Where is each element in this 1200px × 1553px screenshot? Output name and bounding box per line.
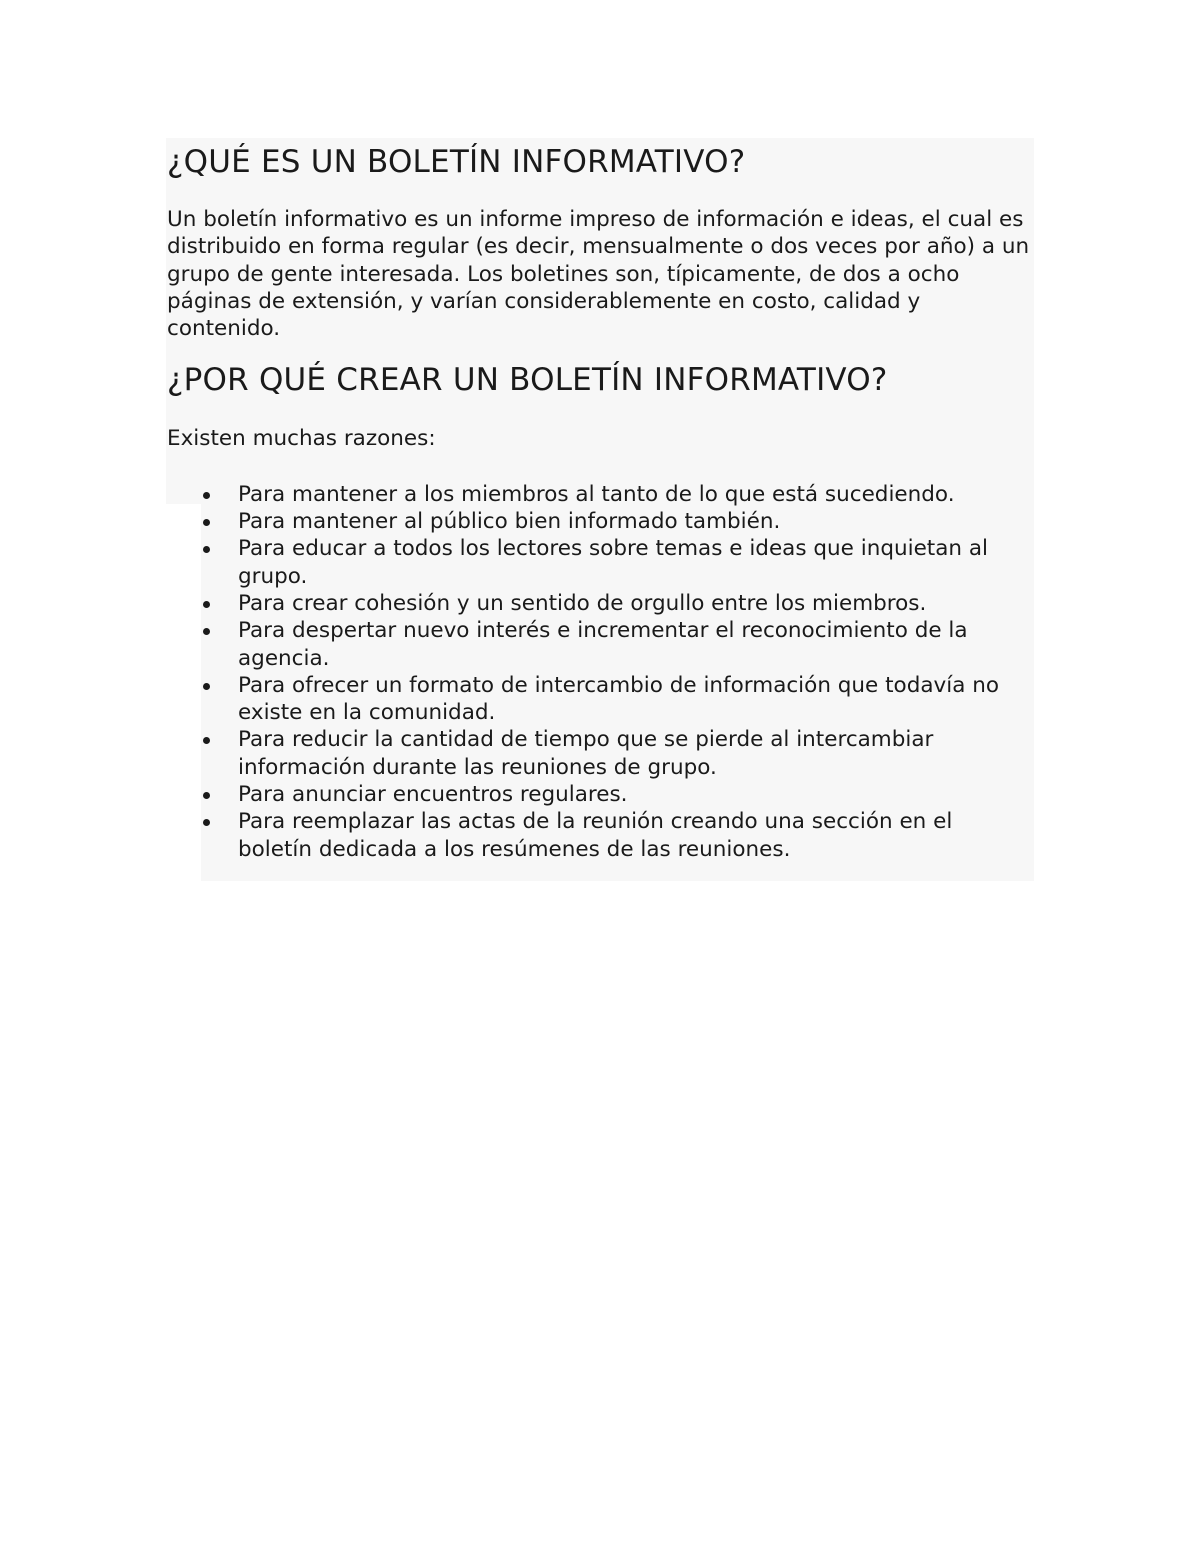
list-item (167, 590, 1033, 617)
list-item-text: Para despertar nuevo interés e incrementar el reconocimiento de la agencia. (238, 618, 968, 671)
list-item-text: Para ofrecer un formato de intercambio de información que todavía no existe en la comunidad. (238, 672, 1000, 726)
bullet-icon (203, 683, 210, 690)
heading-what-is-newsletter: ¿QUÉ ES UN BOLETÍN INFORMATIVO? (167, 144, 746, 180)
list-item (167, 508, 1033, 535)
list-item (167, 726, 1033, 781)
bullet-icon (203, 492, 210, 499)
list-item (167, 781, 1033, 808)
bullet-icon (203, 737, 210, 744)
heading-why-create-newsletter: ¿POR QUÉ CREAR UN BOLETÍN INFORMATIVO? (167, 362, 888, 399)
paragraph-definition: Un boletín informativo es un informe impreso de información e ideas, el cual es distribuido en forma regular (es decir, mensualmente o dos veces por año) a un grupo de gente interesada. Los boletines son, típicamente, de dos a ocho páginas de extensión, y varían considerablemente en costo, calidad y contenido. (167, 207, 1030, 342)
list-item-text: Para mantener a los miembros al tanto de lo que está sucediendo. (238, 481, 955, 507)
list-item (167, 481, 1033, 508)
list-item-text: Para reducir la cantidad de tiempo que se pierde al intercambiar información durante las reuniones de grupo. (238, 727, 934, 780)
bullet-icon (203, 601, 210, 608)
list-item-text: Para mantener al público bien informado también. (238, 509, 781, 535)
bullet-icon (203, 546, 210, 553)
list-item (167, 535, 1033, 590)
bullet-icon (203, 628, 210, 635)
bullet-icon (203, 819, 210, 826)
reasons-list (167, 481, 1033, 863)
list-item-text: Para reemplazar las actas de la reunión creando una sección en el boletín dedicada a los resúmenes de las reuniones. (238, 809, 953, 862)
list-item (167, 808, 1033, 863)
paragraph-reasons-intro: Existen muchas razones: (167, 426, 436, 452)
list-item (167, 672, 1033, 727)
bullet-icon (203, 519, 210, 526)
document-body (167, 138, 1033, 863)
list-item (167, 617, 1033, 672)
list-item-text: Para educar a todos los lectores sobre temas e ideas que inquietan al grupo. (238, 536, 989, 589)
list-item-text: Para crear cohesión y un sentido de orgullo entre los miembros. (238, 590, 927, 616)
list-item-text: Para anunciar encuentros regulares. (238, 782, 628, 808)
bullet-icon (203, 792, 210, 799)
